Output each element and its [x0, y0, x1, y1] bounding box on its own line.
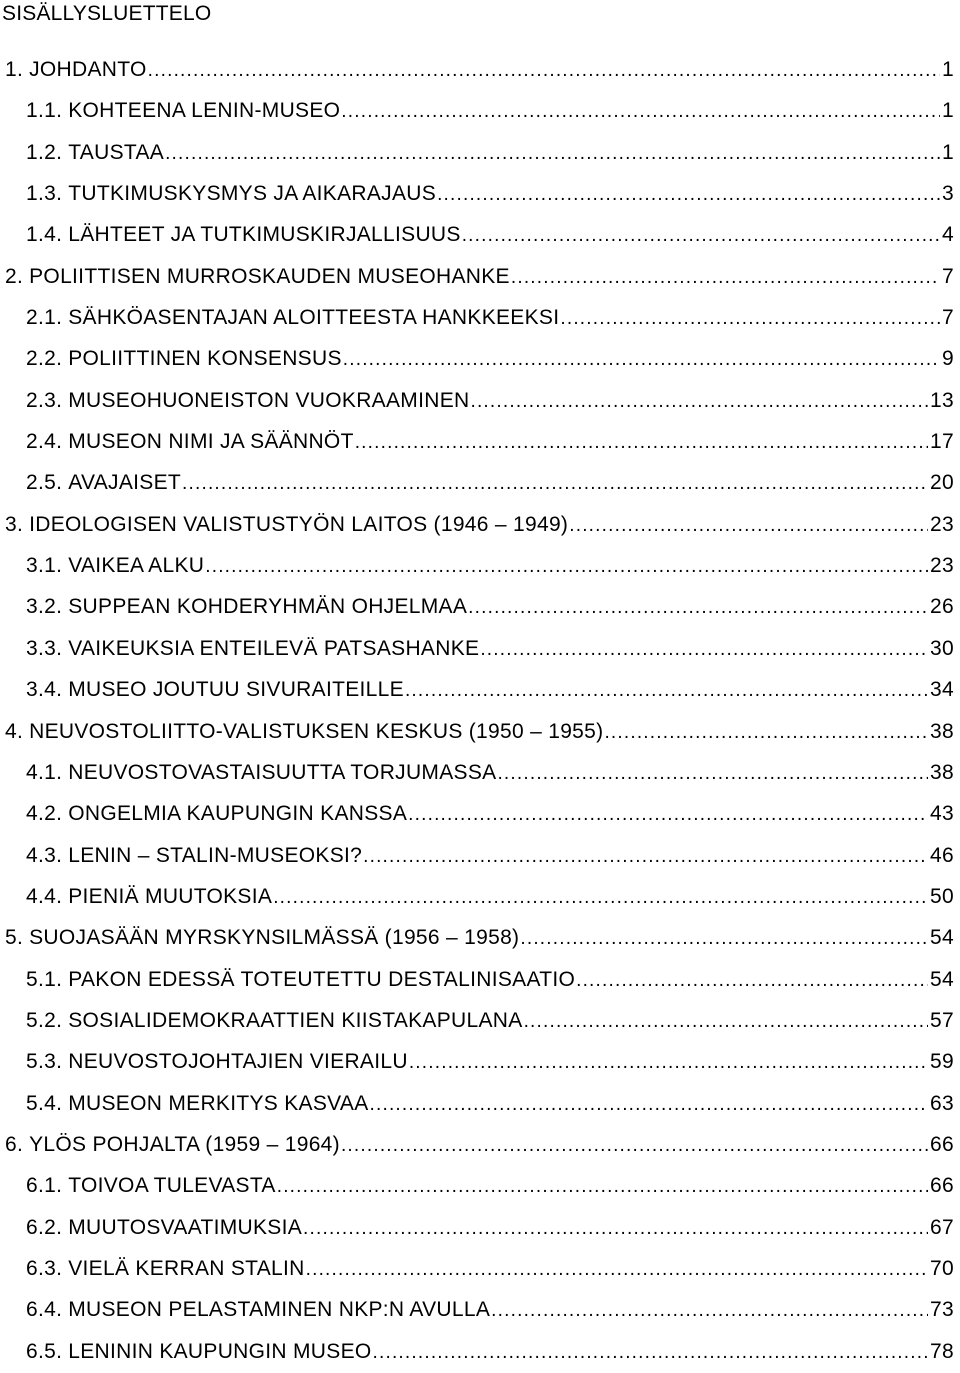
toc-entry-title: MUSEO JOUTUU SIVURAITEILLE: [68, 678, 404, 702]
toc-entry-number: 6.: [5, 1132, 24, 1156]
toc-entry-number: 4.3.: [26, 843, 63, 867]
toc-section-entry[interactable]: [0, 959, 954, 1000]
toc-dot-leader: [511, 257, 940, 298]
toc-entry-number: 6.4.: [26, 1298, 63, 1322]
toc-entry-page-number: 20: [930, 471, 954, 495]
toc-entry-title: SUOJASÄÄN MYRSKYNSILMÄSSÄ (1956 – 1958): [29, 926, 520, 950]
toc-entry-number: 2.: [5, 264, 24, 288]
toc-entry-number: 6.5.: [26, 1339, 63, 1363]
toc-entry-title: PAKON EDESSÄ TOTEUTETTU DESTALINISAATIO: [68, 967, 576, 991]
toc-entry-title: YLÖS POHJALTA (1959 – 1964): [29, 1132, 340, 1156]
toc-chapter-entry[interactable]: [0, 917, 954, 958]
toc-entry-title: VAIKEA ALKU: [68, 554, 205, 578]
toc-entry-title: TOIVOA TULEVASTA: [68, 1174, 276, 1198]
toc-entry-title: POLIITTISEN MURROSKAUDEN MUSEOHANKE: [29, 264, 510, 288]
toc-entry-number: 3.3.: [26, 636, 63, 660]
toc-dot-leader: [408, 794, 928, 835]
toc-entry-number: 2.2.: [26, 347, 63, 371]
toc-entry-page-number: 54: [930, 967, 954, 991]
toc-dot-leader: [273, 877, 928, 918]
toc-entry-number: 1.3.: [26, 182, 63, 206]
toc-section-entry[interactable]: [0, 752, 954, 793]
toc-entry-page-number: 59: [930, 1050, 954, 1074]
toc-section-entry[interactable]: [0, 1248, 954, 1289]
toc-entry-number: 4.1.: [26, 760, 63, 784]
toc-entry-title: MUSEON PELASTAMINEN NKP:N AVULLA: [68, 1298, 491, 1322]
toc-entry-number: 5.3.: [26, 1050, 63, 1074]
toc-entry-page-number: 3: [942, 182, 954, 206]
toc-section-entry[interactable]: [0, 835, 954, 876]
toc-dot-leader: [277, 1166, 928, 1207]
toc-dot-leader: [468, 587, 928, 628]
toc-entry-title: LÄHTEET JA TUTKIMUSKIRJALLISUUS: [68, 223, 461, 247]
toc-entry-page-number: 38: [930, 760, 954, 784]
toc-section-entry[interactable]: [0, 462, 954, 503]
table-of-contents: [0, 49, 954, 1372]
toc-section-entry[interactable]: [0, 1000, 954, 1041]
toc-entry-page-number: 23: [930, 554, 954, 578]
toc-entry-page-number: 57: [930, 1008, 954, 1032]
toc-entry-title: MUSEON MERKITYS KASVAA: [68, 1091, 369, 1115]
toc-entry-page-number: 38: [930, 719, 954, 743]
toc-entry-page-number: 7: [942, 306, 954, 330]
toc-dot-leader: [524, 1001, 928, 1042]
toc-entry-title: TUTKIMUSKYSMYS JA AIKARAJAUS: [68, 182, 437, 206]
toc-entry-number: 6.3.: [26, 1256, 63, 1280]
toc-section-entry[interactable]: [0, 876, 954, 917]
toc-entry-number: 4.4.: [26, 884, 63, 908]
toc-dot-leader: [491, 1290, 928, 1331]
toc-dot-leader: [341, 1125, 928, 1166]
toc-entry-title: KOHTEENA LENIN-MUSEO: [68, 99, 341, 123]
toc-entry-title: MUUTOSVAATIMUKSIA: [68, 1215, 303, 1239]
toc-section-entry[interactable]: [0, 338, 954, 379]
toc-section-entry[interactable]: [0, 173, 954, 214]
toc-entry-number: 5.4.: [26, 1091, 63, 1115]
toc-entry-title: POLIITTINEN KONSENSUS: [68, 347, 342, 371]
toc-entry-title: MUSEON NIMI JA SÄÄNNÖT: [68, 430, 354, 454]
toc-section-entry[interactable]: [0, 90, 954, 131]
toc-entry-page-number: 17: [930, 430, 954, 454]
toc-dot-leader: [569, 505, 928, 546]
toc-dot-leader: [341, 91, 940, 132]
toc-dot-leader: [560, 298, 940, 339]
toc-dot-leader: [497, 753, 928, 794]
toc-entry-number: 3.2.: [26, 595, 63, 619]
toc-entry-page-number: 66: [930, 1174, 954, 1198]
toc-entry-number: 1.1.: [26, 99, 63, 123]
toc-section-entry[interactable]: [0, 1331, 954, 1372]
toc-dot-leader: [604, 712, 928, 753]
toc-entry-title: VIELÄ KERRAN STALIN: [68, 1256, 305, 1280]
toc-section-entry[interactable]: [0, 1083, 954, 1124]
toc-entry-page-number: 63: [930, 1091, 954, 1115]
toc-entry-page-number: 30: [930, 636, 954, 660]
toc-entry-page-number: 23: [930, 512, 954, 536]
toc-entry-page-number: 67: [930, 1215, 954, 1239]
toc-dot-leader: [370, 1084, 929, 1125]
toc-dot-leader: [480, 629, 928, 670]
toc-entry-number: 1.4.: [26, 223, 63, 247]
toc-dot-leader: [306, 1249, 928, 1290]
toc-entry-page-number: 78: [930, 1339, 954, 1363]
toc-section-entry[interactable]: [0, 1207, 954, 1248]
toc-chapter-entry[interactable]: [0, 1124, 954, 1165]
toc-chapter-entry[interactable]: [0, 711, 954, 752]
toc-entry-page-number: 34: [930, 678, 954, 702]
toc-entry-title: VAIKEUKSIA ENTEILEVÄ PATSASHANKE: [68, 636, 480, 660]
toc-section-entry[interactable]: [0, 1165, 954, 1206]
toc-entry-title: NEUVOSTOJOHTAJIEN VIERAILU: [68, 1050, 408, 1074]
toc-entry-page-number: 70: [930, 1256, 954, 1280]
toc-entry-number: 2.1.: [26, 306, 63, 330]
toc-entry-page-number: 7: [942, 264, 954, 288]
toc-entry-number: 2.3.: [26, 388, 63, 412]
toc-entry-number: 6.1.: [26, 1174, 63, 1198]
toc-dot-leader: [363, 836, 928, 877]
toc-entry-title: PIENIÄ MUUTOKSIA: [68, 884, 273, 908]
toc-dot-leader: [373, 1332, 929, 1373]
toc-dot-leader: [205, 546, 928, 587]
toc-dot-leader: [462, 215, 940, 256]
toc-chapter-entry[interactable]: [0, 256, 954, 297]
toc-entry-number: 4.: [5, 719, 24, 743]
toc-entry-number: 5.1.: [26, 967, 63, 991]
toc-entry-title: LENININ KAUPUNGIN MUSEO: [68, 1339, 372, 1363]
toc-entry-title: SUPPEAN KOHDERYHMÄN OHJELMAA: [68, 595, 468, 619]
toc-section-entry[interactable]: [0, 793, 954, 834]
toc-dot-leader: [355, 422, 928, 463]
toc-section-entry[interactable]: [0, 297, 954, 338]
toc-heading: SISÄLLYSLUETTELO: [2, 2, 212, 25]
toc-entry-page-number: 13: [930, 388, 954, 412]
toc-entry-title: TAUSTAA: [68, 140, 165, 164]
toc-entry-number: 1.: [5, 58, 24, 81]
toc-section-entry[interactable]: [0, 1289, 954, 1330]
toc-section-entry[interactable]: [0, 545, 954, 586]
toc-dot-leader: [576, 960, 928, 1001]
toc-entry-number: 5.2.: [26, 1008, 63, 1032]
toc-entry-page-number: 26: [930, 595, 954, 619]
toc-section-entry[interactable]: [0, 669, 954, 710]
toc-section-entry[interactable]: [0, 132, 954, 173]
toc-entry-number: 3.4.: [26, 678, 63, 702]
toc-section-entry[interactable]: [0, 214, 954, 255]
toc-section-entry[interactable]: [0, 586, 954, 627]
toc-entry-title: SOSIALIDEMOKRAATTIEN KIISTAKAPULANA: [68, 1008, 523, 1032]
toc-entry-page-number: 1: [942, 140, 954, 164]
toc-entry-title: IDEOLOGISEN VALISTUSTYÖN LAITOS (1946 – 1949): [29, 512, 569, 536]
toc-entry-number: 2.4.: [26, 430, 63, 454]
toc-entry-title: ONGELMIA KAUPUNGIN KANSSA: [68, 802, 408, 826]
toc-entry-page-number: 46: [930, 843, 954, 867]
toc-entry-number: 2.5.: [26, 471, 63, 495]
toc-dot-leader: [343, 339, 940, 380]
toc-entry-number: 4.2.: [26, 802, 63, 826]
toc-entry-page-number: 66: [930, 1132, 954, 1156]
toc-chapter-entry[interactable]: [0, 49, 954, 90]
toc-section-entry[interactable]: [0, 380, 954, 421]
toc-dot-leader: [165, 133, 940, 174]
toc-entry-title: MUSEOHUONEISTON VUOKRAAMINEN: [68, 388, 470, 412]
toc-entry-number: 3.1.: [26, 554, 63, 578]
toc-dot-leader: [148, 50, 940, 91]
toc-section-entry[interactable]: [0, 628, 954, 669]
toc-dot-leader: [409, 1042, 928, 1083]
toc-entry-title: AVAJAISET: [68, 471, 182, 495]
toc-entry-title: LENIN – STALIN-MUSEOKSI?: [68, 843, 363, 867]
toc-entry-title: NEUVOSTOVASTAISUUTTA TORJUMASSA: [68, 760, 497, 784]
toc-chapter-entry[interactable]: [0, 504, 954, 545]
toc-entry-title: SÄHKÖASENTAJAN ALOITTEESTA HANKKEEKSI: [68, 306, 560, 330]
toc-entry-page-number: 73: [930, 1298, 954, 1322]
toc-entry-title: NEUVOSTOLIITTO-VALISTUKSEN KESKUS (1950 – 1955): [29, 719, 604, 743]
toc-section-entry[interactable]: [0, 1041, 954, 1082]
toc-section-entry[interactable]: [0, 421, 954, 462]
toc-dot-leader: [303, 1208, 928, 1249]
toc-dot-leader: [520, 918, 928, 959]
toc-entry-page-number: 4: [942, 223, 954, 247]
toc-dot-leader: [182, 463, 928, 504]
toc-dot-leader: [470, 381, 928, 422]
toc-entry-page-number: 1: [942, 99, 954, 123]
toc-entry-title: JOHDANTO: [29, 58, 147, 81]
toc-entry-page-number: 1: [942, 58, 954, 81]
toc-entry-page-number: 9: [942, 347, 954, 371]
toc-dot-leader: [437, 174, 940, 215]
toc-entry-page-number: 43: [930, 802, 954, 826]
toc-entry-number: 6.2.: [26, 1215, 63, 1239]
toc-entry-page-number: 50: [930, 884, 954, 908]
toc-entry-page-number: 54: [930, 926, 954, 950]
toc-entry-number: 5.: [5, 926, 24, 950]
toc-dot-leader: [405, 670, 928, 711]
toc-entry-number: 3.: [5, 512, 24, 536]
toc-entry-number: 1.2.: [26, 140, 63, 164]
